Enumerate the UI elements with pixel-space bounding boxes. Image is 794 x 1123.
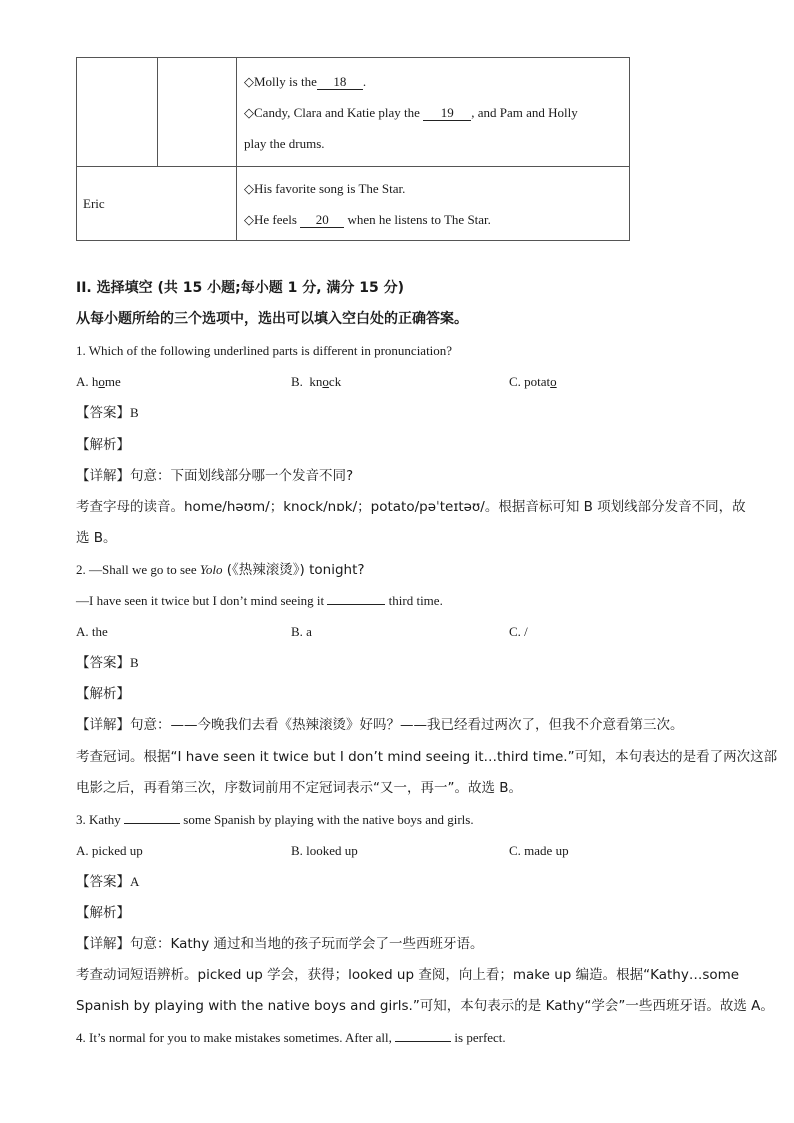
answer-value: B — [130, 405, 139, 420]
text: is perfect. — [451, 1030, 506, 1045]
table-row2-name: Eric — [83, 196, 105, 211]
question-2-explain-line2: 电影之后，再看第三次，序数词前用不定冠词表示“又一，再一”。故选 B。 — [76, 780, 523, 796]
question-3-explain-line1: 考查动词短语辨析。picked up 学会，获得；looked up 查阅，向上看；make up 编造。根据“Kathy…some — [76, 967, 740, 983]
question-2-explain-line1: 考查冠词。根据“I have seen it twice but I don’t mind seeing it…third time.”可知，本句表达的是看了两次这部 — [76, 749, 778, 765]
answer-value: A — [130, 874, 140, 889]
question-3-option-b: B. looked up — [291, 843, 358, 858]
table-row2-line1: ◇His favorite song is The Star. — [244, 181, 406, 196]
question-1-option-c — [509, 373, 557, 391]
question-2-answer — [76, 654, 139, 672]
question-2-stem-line2 — [76, 592, 443, 610]
question-2-option-c: C. / — [509, 624, 528, 639]
text: ck — [328, 374, 342, 389]
table-row2-line2 — [244, 212, 491, 228]
text: ◇Molly is the — [244, 74, 317, 89]
answer-label: 【答案】 — [76, 655, 130, 671]
question-1-stem: 1. Which of the following underlined parts is different in pronunciation? — [76, 343, 453, 358]
answer-value: B — [130, 655, 139, 670]
detail-text: 句意：Kathy 通过和当地的孩子玩而学会了一些西班牙语。 — [130, 936, 484, 952]
detail-label: 【详解】 — [76, 468, 130, 484]
question-1-explain-line2: 选 B。 — [76, 530, 117, 546]
detail-label: 【详解】 — [76, 717, 130, 733]
question-1-detail — [76, 467, 353, 485]
movie-title: Yolo — [199, 562, 223, 577]
answer-label: 【答案】 — [76, 405, 130, 421]
table-row1-line1 — [244, 74, 366, 90]
answer-blank-20: 20 — [300, 213, 344, 228]
detail-text: 句意：下面划线部分哪一个发音不同? — [130, 468, 354, 484]
option-letter: B. — [291, 374, 303, 389]
question-2-option-a: A. the — [76, 624, 108, 639]
section-instruction: 从每小题所给的三个选项中，选出可以填入空白处的正确答案。 — [76, 311, 468, 327]
text: some Spanish by playing with the native boys and girls. — [180, 812, 474, 827]
answer-blank — [395, 1029, 451, 1042]
answer-blank — [327, 592, 385, 605]
detail-text: 句意：——今晚我们去看《热辣滚烫》好吗？——我已经看过两次了，但我不介意看第三次。 — [130, 717, 684, 733]
question-1-option-b — [291, 373, 341, 391]
answer-blank-19: 19 — [423, 106, 471, 121]
section-heading: II. 选择填空 (共 15 小题;每小题 1 分, 满分 15 分) — [76, 280, 405, 296]
text: 4. It’s normal for you to make mistakes sometimes. After all, — [76, 1030, 396, 1045]
text: 2. —Shall we go to see — [76, 562, 200, 577]
question-3-option-c: C. made up — [509, 843, 569, 858]
question-2-stem — [76, 561, 365, 579]
question-1-answer — [76, 404, 139, 422]
text: when he listens to The Star. — [344, 212, 491, 227]
question-3-detail — [76, 935, 484, 953]
option-letter: C. — [509, 374, 521, 389]
answer-blank-18: 18 — [317, 75, 363, 90]
question-3-answer — [76, 873, 139, 891]
question-3-analysis-label — [76, 904, 130, 922]
question-3-option-a: A. picked up — [76, 843, 143, 858]
table-divider — [76, 166, 630, 167]
underlined-letter: o — [550, 374, 557, 389]
question-3-stem — [76, 811, 474, 829]
text: —I have seen it twice but I don’t mind seeing it — [76, 593, 328, 608]
text: (《热辣滚烫》) tonight? — [222, 562, 365, 578]
analysis-label: 【解析】 — [76, 437, 130, 453]
underlined-letter: o — [98, 374, 105, 389]
text: ◇He feels — [244, 212, 301, 227]
detail-label: 【详解】 — [76, 936, 130, 952]
analysis-label: 【解析】 — [76, 686, 130, 702]
text: , and Pam and Holly — [471, 105, 578, 120]
text: potat — [524, 374, 551, 389]
text: h — [91, 374, 99, 389]
question-1-analysis-label — [76, 436, 130, 454]
question-1-explain-line1: 考查字母的读音。home/həʊm/；knock/nɒk/；potato/pəˈteɪtəʊ/。根据音标可知 B 项划线部分发音不同，故 — [76, 499, 746, 515]
text: third time. — [385, 593, 443, 608]
question-1-option-a — [76, 373, 121, 391]
question-2-option-b: B. a — [291, 624, 312, 639]
text: 3. Kathy — [76, 812, 125, 827]
underlined-letter: o — [322, 374, 329, 389]
analysis-label: 【解析】 — [76, 905, 130, 921]
text: . — [362, 74, 367, 89]
answer-label: 【答案】 — [76, 874, 130, 890]
question-2-detail — [76, 716, 684, 734]
table-divider — [157, 57, 158, 167]
option-letter: A. — [76, 374, 89, 389]
text: ◇Candy, Clara and Katie play the — [244, 105, 424, 120]
table-row1-line3: play the drums. — [244, 136, 325, 151]
question-3-explain-line2: Spanish by playing with the native boys and girls.”可知，本句表示的是 Kathy“学会”一些西班牙语。故选 A。 — [76, 998, 774, 1014]
table-row1-line2 — [244, 105, 578, 121]
text: me — [104, 374, 121, 389]
answer-blank — [124, 811, 180, 824]
table-divider — [236, 57, 237, 241]
question-4-stem — [76, 1029, 506, 1047]
text: kn — [309, 374, 323, 389]
question-2-analysis-label — [76, 685, 130, 703]
